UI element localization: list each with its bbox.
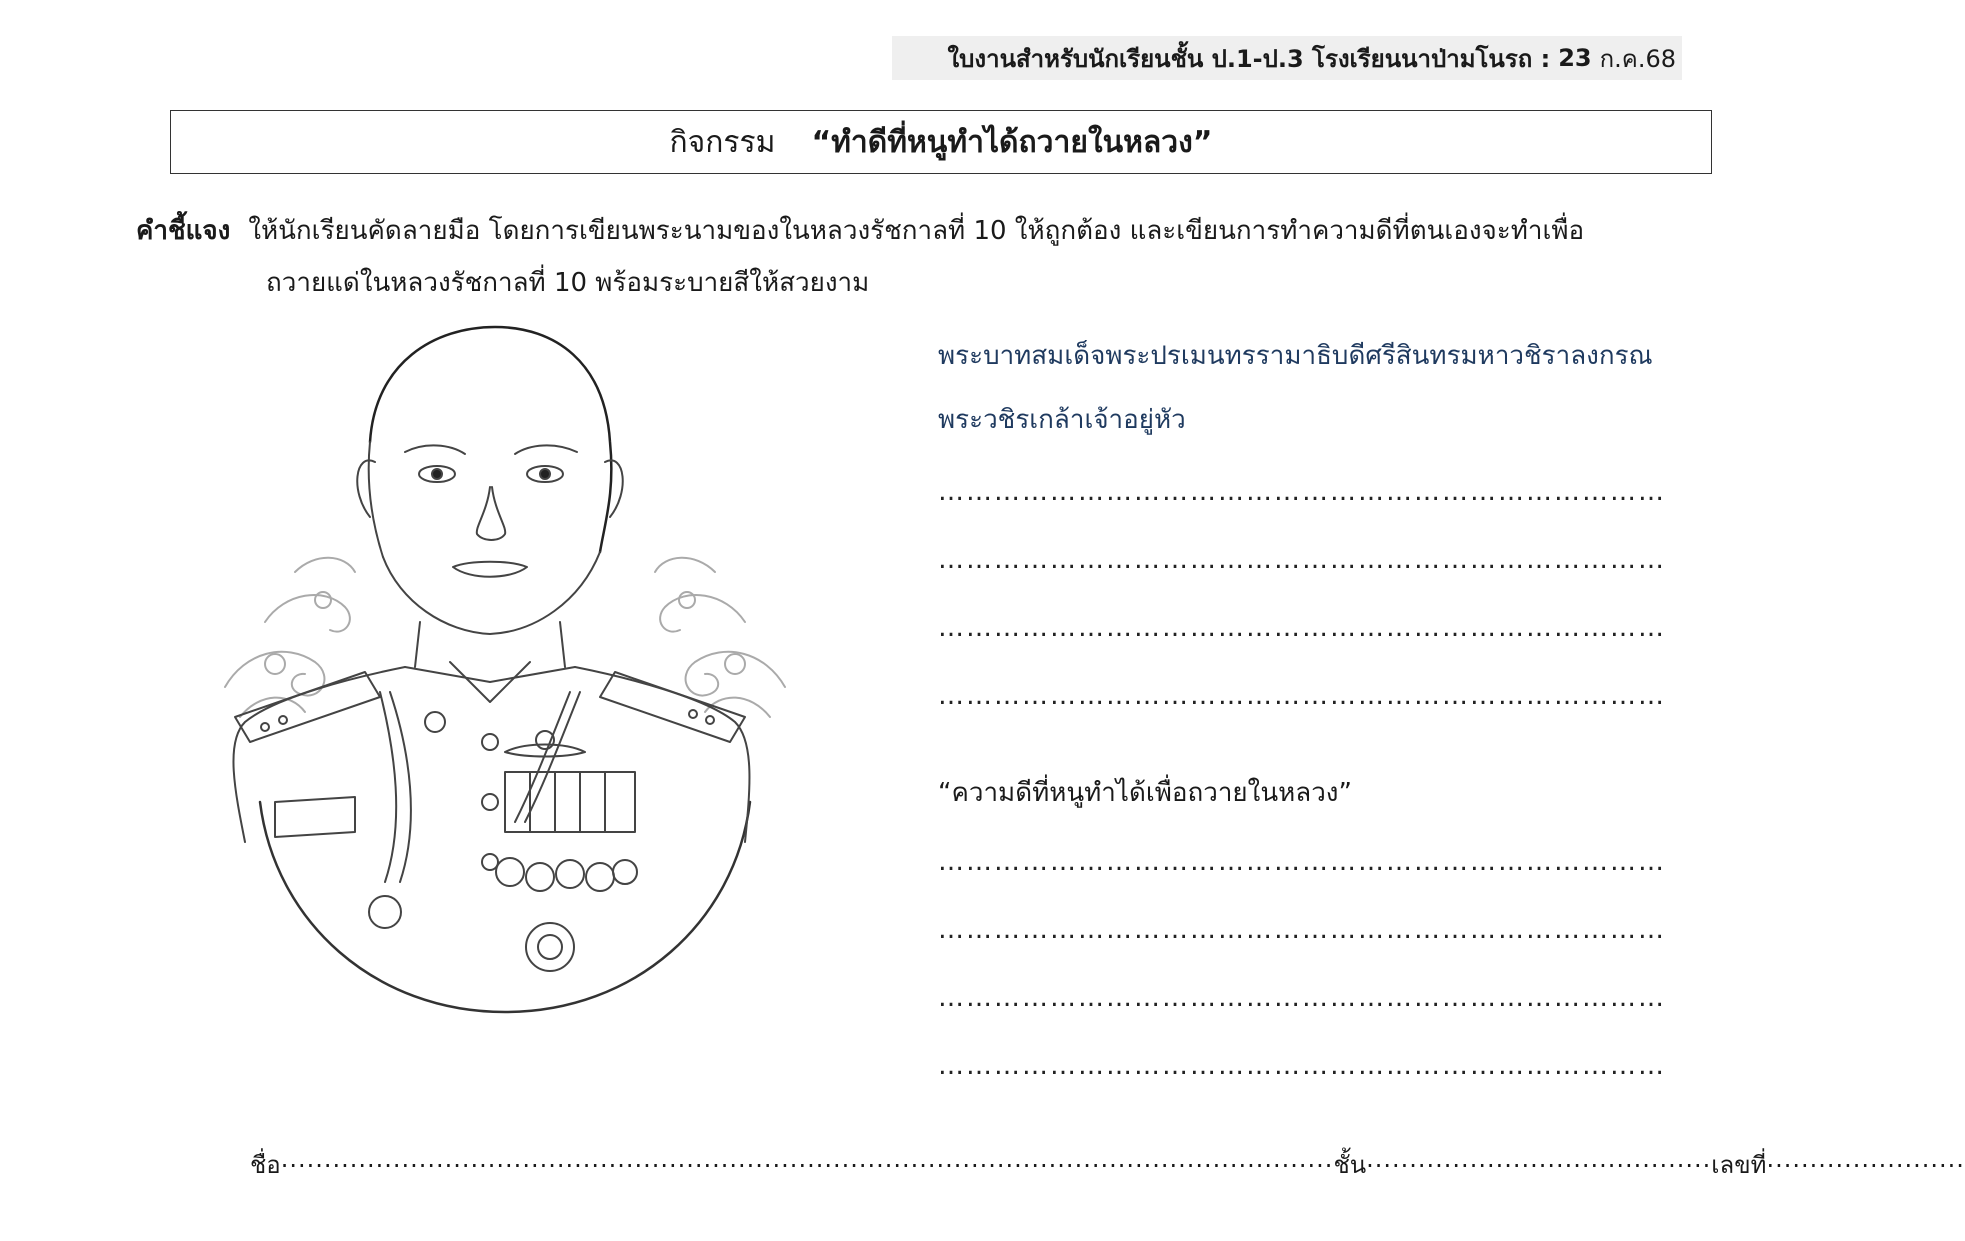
instructions-text-1: ให้นักเรียนคัดลายมือ โดยการเขียนพระนามของในหลวงรัชกาลที่ 10 ให้ถูกต้อง และเขียนการทำความดีที่ตนเองจะทำเพื่อ xyxy=(248,216,1585,246)
instructions-line-1 xyxy=(136,205,1696,257)
writing-line-name-2[interactable]: …………………………………………………………………… xyxy=(938,545,1666,575)
worksheet-header xyxy=(892,36,1682,80)
instructions-label: คำชี้แจง xyxy=(136,216,231,246)
writing-line-deed-3[interactable]: …………………………………………………………………… xyxy=(938,983,1666,1013)
writing-line-name-3[interactable]: …………………………………………………………………… xyxy=(938,613,1666,643)
number-field[interactable]: ....................... xyxy=(1766,1145,1965,1173)
king-name-line-2: พระวชิรเกล้าเจ้าอยู่หัว xyxy=(938,405,1186,435)
writing-section xyxy=(938,324,1678,1100)
activity-prefix: กิจกรรม xyxy=(669,124,776,160)
writing-line-deed-4[interactable]: …………………………………………………………………… xyxy=(938,1051,1666,1081)
activity-title-box xyxy=(170,110,1712,174)
writing-line-deed-1[interactable]: …………………………………………………………………… xyxy=(938,847,1666,877)
class-field[interactable]: ........................................ xyxy=(1366,1145,1712,1173)
good-deed-title: “ความดีที่หนูทำได้เพื่อถวายในหลวง” xyxy=(938,778,1352,808)
activity-title: “ทำดีที่หนูทำได้ถวายในหลวง” xyxy=(811,124,1213,160)
writing-line-deed-2[interactable]: …………………………………………………………………… xyxy=(938,915,1666,945)
writing-line-name-1[interactable]: …………………………………………………………………… xyxy=(938,477,1666,507)
king-name-line-1: พระบาทสมเด็จพระปรเมนทรรามาธิบดีศรีสินทรมหาวชิราลงกรณ xyxy=(938,341,1653,371)
number-label: เลขที่ xyxy=(1711,1151,1767,1179)
instructions xyxy=(136,205,1696,309)
class-label: ชั้น xyxy=(1333,1151,1367,1179)
worksheet-header-text: ใบงานสำหรับนักเรียนชั้น ป.1-ป.3 โรงเรียนนาป่ามโนรถ : xyxy=(947,44,1551,73)
king-portrait-coloring-image xyxy=(205,322,805,1102)
worksheet-date-month-year: ก.ค.68 xyxy=(1599,44,1676,73)
writing-line-name-4[interactable]: …………………………………………………………………… xyxy=(938,681,1666,711)
instructions-line-2: ถวายแด่ในหลวงรัชกาลที่ 10 พร้อมระบายสีให้สวยงาม xyxy=(266,268,870,298)
worksheet-date-day: 23 xyxy=(1558,44,1592,72)
student-info-footer xyxy=(250,1145,1965,1184)
ornament-left xyxy=(225,558,355,717)
name-field[interactable]: .......................................................................................................................... xyxy=(280,1145,1334,1173)
name-label: ชื่อ xyxy=(250,1151,281,1179)
